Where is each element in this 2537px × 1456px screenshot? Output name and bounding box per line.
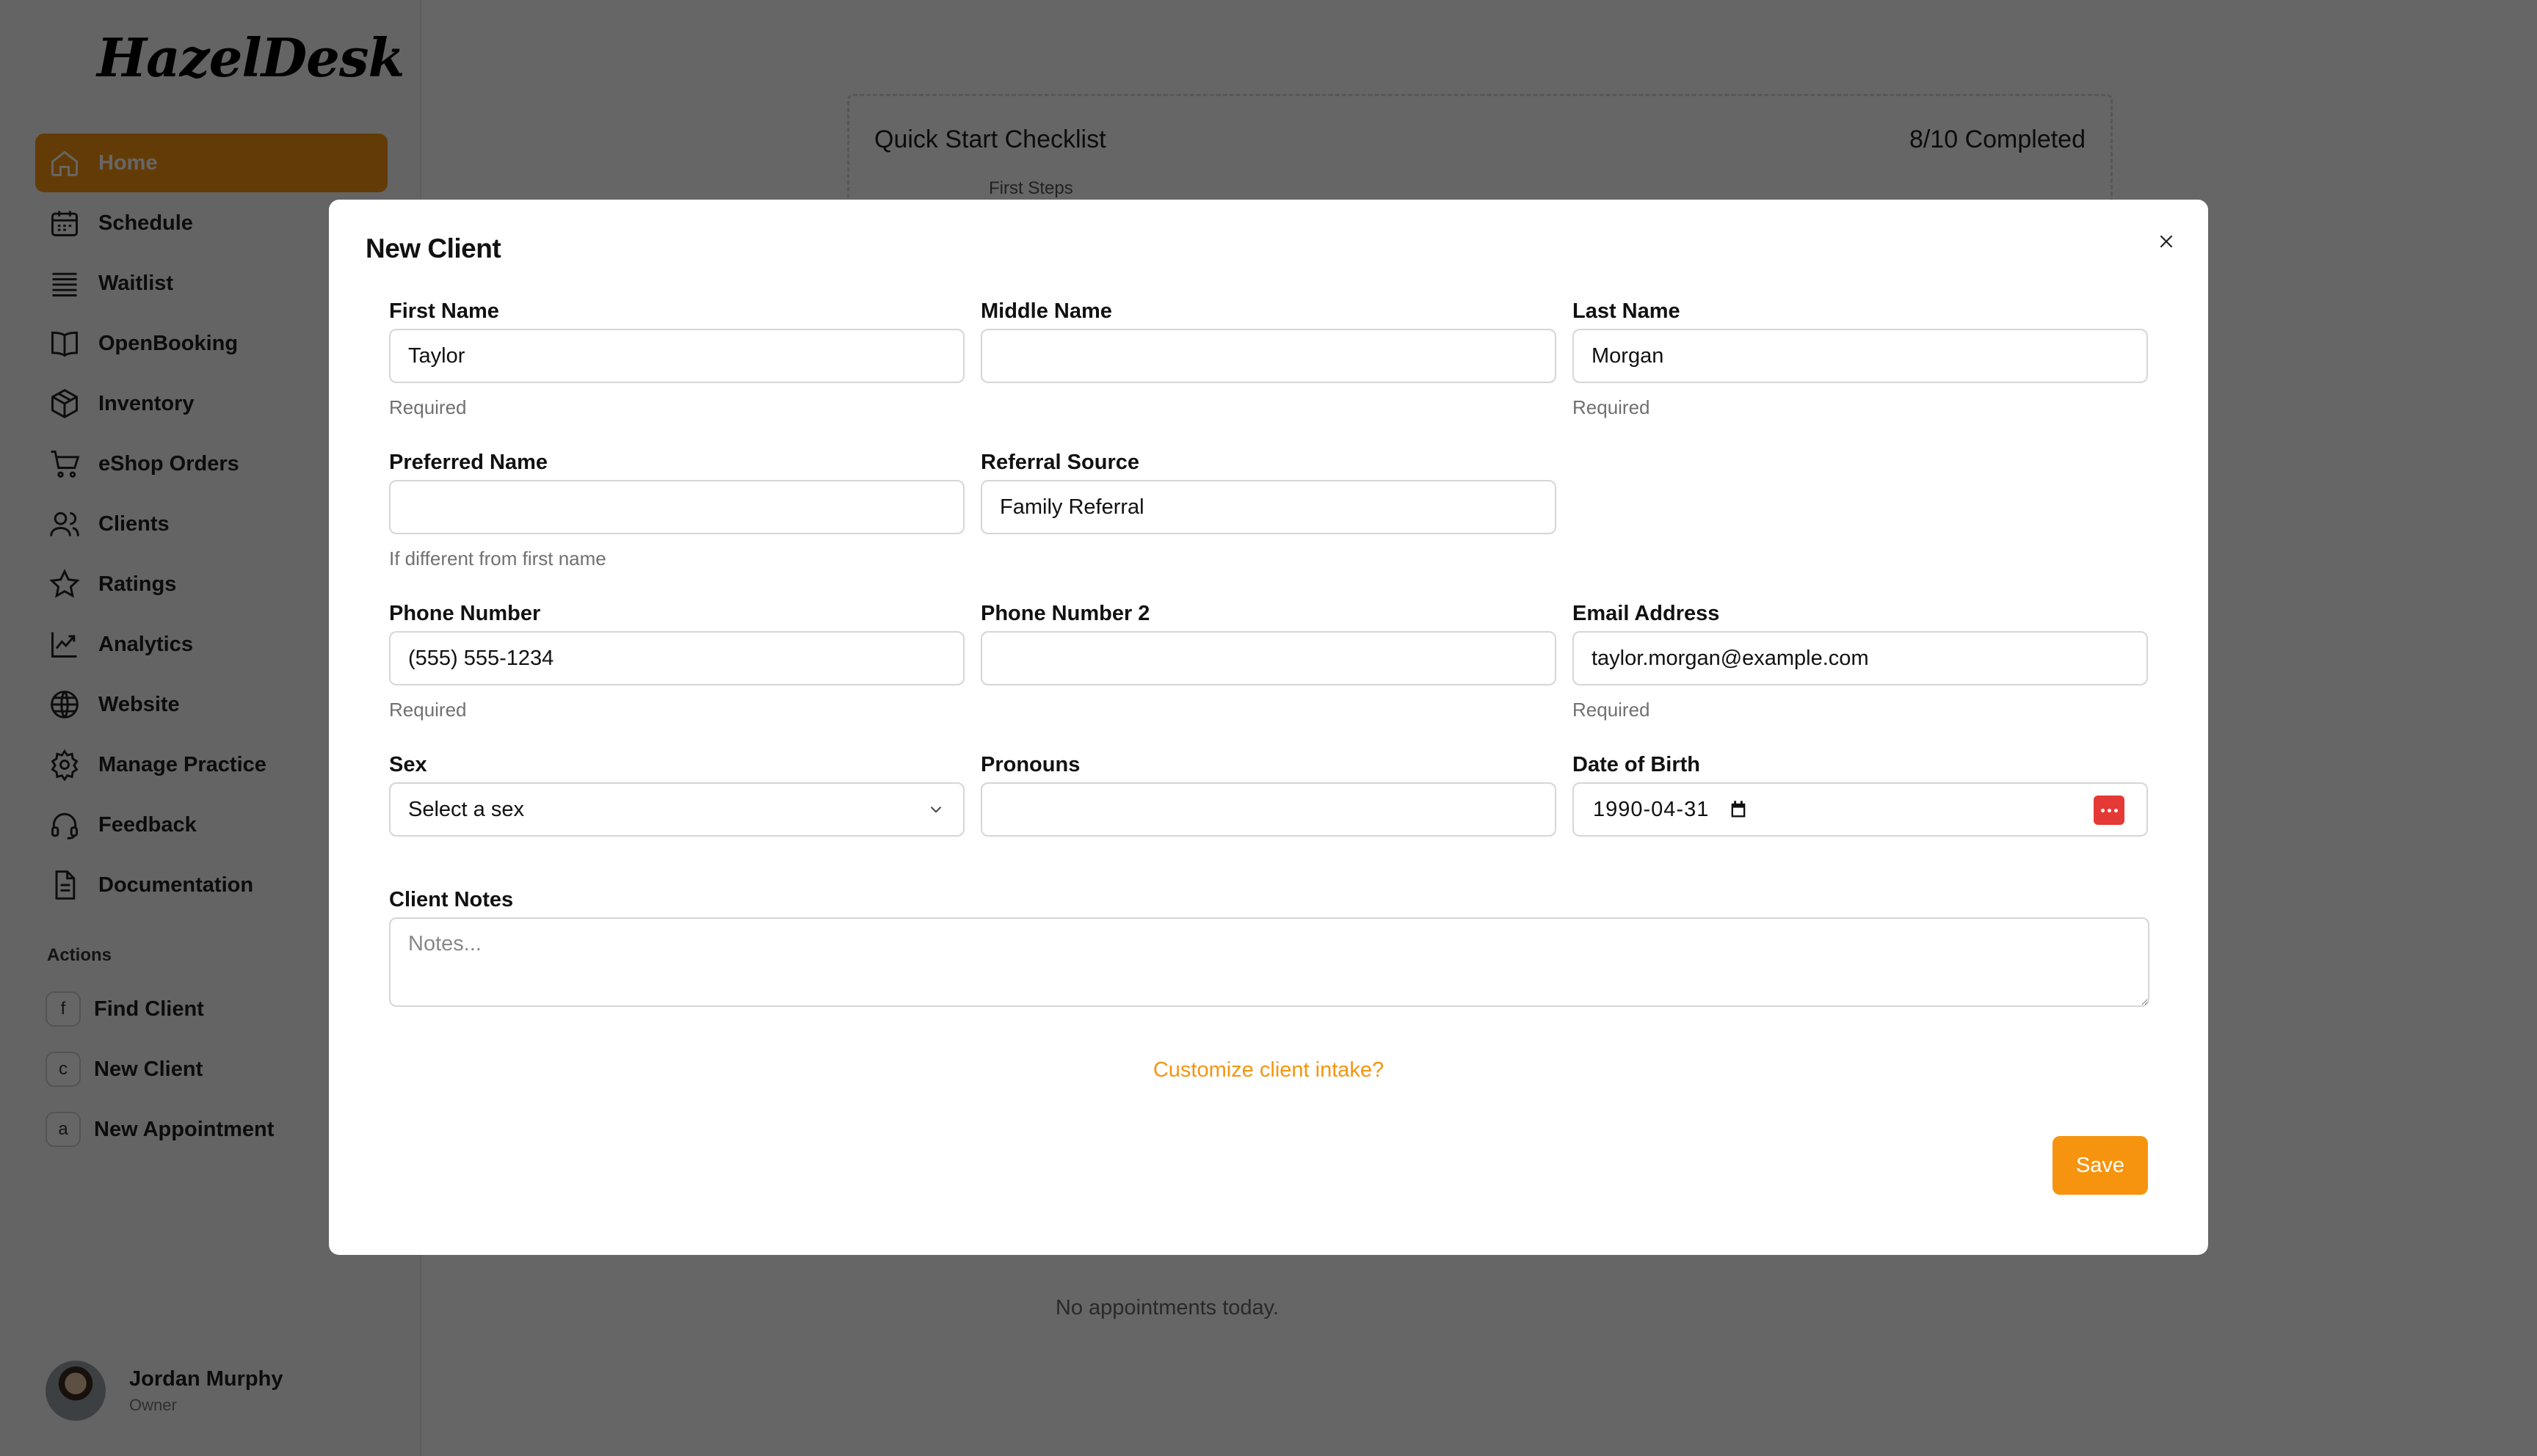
client-notes-input[interactable]	[389, 917, 2149, 1007]
field-hint: Required	[389, 396, 467, 418]
date-value: 1990-04-31	[1593, 797, 1710, 821]
field-hint: Required	[1572, 699, 1650, 721]
field-label: First Name	[389, 299, 499, 323]
field-label: Phone Number	[389, 602, 541, 625]
referral-source-input[interactable]	[981, 480, 1556, 534]
field-label: Email Address	[1572, 602, 1720, 625]
phone2-input[interactable]	[981, 631, 1556, 685]
preferred-name-field	[389, 451, 965, 569]
middle-name-field	[981, 299, 1556, 329]
pronouns-field	[981, 753, 1556, 782]
modal-title: New Client	[366, 233, 501, 263]
calendar-icon[interactable]	[1728, 799, 1749, 820]
field-hint: Required	[1572, 396, 1650, 418]
close-icon	[2157, 232, 2176, 251]
field-label: Sex	[389, 753, 427, 776]
email-field	[1572, 602, 2148, 721]
field-label: Pronouns	[981, 753, 1081, 776]
last-name-input[interactable]	[1572, 329, 2148, 383]
save-button[interactable]: Save	[2053, 1136, 2148, 1195]
phone-input[interactable]	[389, 631, 965, 685]
new-client-modal	[329, 200, 2208, 1255]
field-label: Middle Name	[981, 299, 1112, 323]
field-label: Phone Number 2	[981, 602, 1150, 625]
sex-field	[389, 753, 965, 821]
referral-source-field	[981, 451, 1556, 480]
field-hint: Required	[389, 699, 467, 721]
field-label: Last Name	[1572, 299, 1680, 323]
dob-field	[1572, 753, 2148, 821]
password-manager-icon[interactable]	[2094, 796, 2124, 825]
middle-name-input[interactable]	[981, 329, 1556, 383]
field-label: Referral Source	[981, 451, 1139, 474]
field-label: Preferred Name	[389, 451, 548, 474]
field-label: Client Notes	[389, 888, 514, 911]
first-name-field	[389, 299, 965, 418]
chevron-down-icon	[926, 800, 946, 819]
phone2-field	[981, 602, 1556, 631]
first-name-input[interactable]	[389, 329, 965, 383]
field-label: Date of Birth	[1572, 753, 1700, 776]
last-name-field	[1572, 299, 2148, 418]
client-notes-field	[389, 888, 2149, 917]
dob-input[interactable]	[1572, 782, 2148, 837]
phone-field	[389, 602, 965, 721]
pronouns-input[interactable]	[981, 782, 1556, 837]
preferred-name-input[interactable]	[389, 480, 965, 534]
select-value: Select a sex	[408, 797, 524, 821]
email-input[interactable]	[1572, 631, 2148, 685]
sex-select[interactable]	[389, 782, 965, 837]
customize-intake-link[interactable]: Customize client intake?	[1153, 1058, 1384, 1082]
field-hint: If different from first name	[389, 547, 606, 569]
close-button[interactable]	[2149, 225, 2183, 258]
